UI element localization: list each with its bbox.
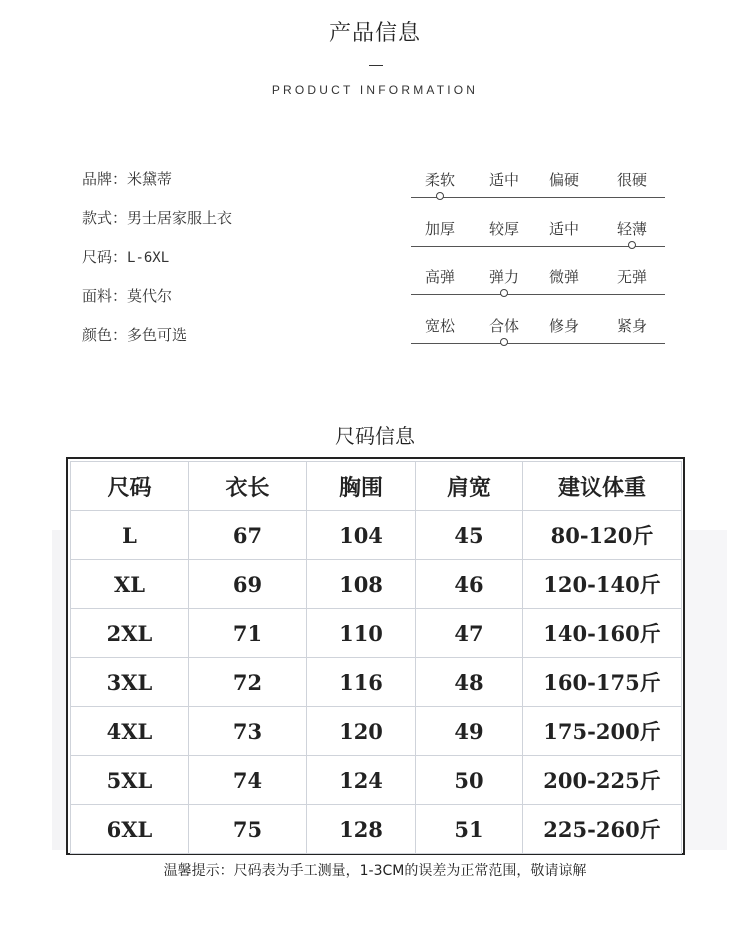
cell-shoulder: 50 xyxy=(416,756,523,805)
scale-thickness xyxy=(411,213,665,262)
cell-chest: 124 xyxy=(307,756,416,805)
scale-indicator xyxy=(500,338,508,346)
cell-chest: 116 xyxy=(307,658,416,707)
scale-line xyxy=(411,197,665,198)
scale-indicator xyxy=(628,241,636,249)
header-length: 衣长 xyxy=(189,462,307,511)
cell-weight: 225-260斤 xyxy=(523,805,682,854)
table-row xyxy=(71,707,682,756)
table-row xyxy=(71,560,682,609)
scale-option: 宽松 xyxy=(425,316,456,335)
scale-option: 弹力 xyxy=(489,268,520,286)
table-header-row xyxy=(71,462,682,511)
info-label: 款式： xyxy=(82,209,128,227)
cell-weight: 200-225斤 xyxy=(523,756,682,805)
scale-option: 加厚 xyxy=(425,219,456,238)
cell-shoulder: 48 xyxy=(416,658,523,707)
cell-length: 73 xyxy=(189,707,307,756)
header-weight: 建议体重 xyxy=(523,462,682,511)
header-size: 尺码 xyxy=(71,462,189,511)
scale-option: 高弹 xyxy=(425,268,456,286)
table-row xyxy=(71,756,682,805)
cell-length: 72 xyxy=(189,658,307,707)
cell-length: 67 xyxy=(189,511,307,560)
cell-weight: 120-140斤 xyxy=(523,560,682,609)
scale-option: 很硬 xyxy=(617,171,648,189)
info-label: 品牌： xyxy=(82,170,128,188)
info-value: 多色可选 xyxy=(127,326,188,344)
size-table xyxy=(70,461,682,854)
header-shoulder: 肩宽 xyxy=(416,462,523,511)
cell-shoulder: 47 xyxy=(416,609,523,658)
cell-length: 75 xyxy=(189,805,307,854)
cell-chest: 108 xyxy=(307,560,416,609)
header-chest: 胸围 xyxy=(307,462,416,511)
scale-line xyxy=(411,343,665,344)
table-row xyxy=(71,609,682,658)
info-value: 米黛蒂 xyxy=(127,170,173,188)
scale-option: 柔软 xyxy=(425,171,456,189)
info-label: 颜色： xyxy=(82,326,128,344)
info-label: 尺码： xyxy=(82,248,128,266)
cell-chest: 128 xyxy=(307,805,416,854)
cell-shoulder: 51 xyxy=(416,805,523,854)
scale-elasticity xyxy=(411,261,665,310)
scale-option: 较厚 xyxy=(489,219,520,238)
cell-size: XL xyxy=(71,560,189,609)
cell-size: 5XL xyxy=(71,756,189,805)
scale-option: 适中 xyxy=(489,171,520,189)
cell-weight: 175-200斤 xyxy=(523,707,682,756)
scale-softness xyxy=(411,164,665,213)
cell-weight: 160-175斤 xyxy=(523,658,682,707)
table-row xyxy=(71,658,682,707)
table-row xyxy=(71,805,682,854)
cell-shoulder: 46 xyxy=(416,560,523,609)
cell-chest: 110 xyxy=(307,609,416,658)
cell-size: 6XL xyxy=(71,805,189,854)
scale-option: 修身 xyxy=(549,316,580,335)
cell-chest: 120 xyxy=(307,707,416,756)
page-subtitle: PRODUCT INFORMATION xyxy=(271,83,479,97)
cell-length: 74 xyxy=(189,756,307,805)
cell-size: 2XL xyxy=(71,609,189,658)
cell-shoulder: 49 xyxy=(416,707,523,756)
cell-chest: 104 xyxy=(307,511,416,560)
scale-line xyxy=(411,246,665,247)
scale-option: 无弹 xyxy=(617,268,648,286)
cell-shoulder: 45 xyxy=(416,511,523,560)
product-info-list xyxy=(82,168,232,363)
cell-size: 4XL xyxy=(71,707,189,756)
scale-line xyxy=(411,294,665,295)
scale-option: 轻薄 xyxy=(617,219,648,238)
info-label: 面料： xyxy=(82,287,128,305)
info-color xyxy=(82,324,232,363)
cell-length: 71 xyxy=(189,609,307,658)
scale-option: 紧身 xyxy=(617,316,648,335)
scale-fit xyxy=(411,310,665,359)
scale-indicator xyxy=(500,289,508,297)
info-brand xyxy=(82,168,232,207)
scale-option: 适中 xyxy=(549,219,580,238)
page-title: 产品信息 xyxy=(328,21,421,46)
scale-option: 合体 xyxy=(489,316,520,335)
scale-indicator xyxy=(436,192,444,200)
info-value: L-6XL xyxy=(127,250,170,266)
title-divider xyxy=(369,65,383,66)
scale-option: 偏硬 xyxy=(549,171,580,189)
info-fabric xyxy=(82,285,232,324)
info-value: 男士居家服上衣 xyxy=(127,209,233,227)
scale-option: 微弹 xyxy=(549,268,580,286)
attribute-scales xyxy=(411,164,665,358)
cell-size: L xyxy=(71,511,189,560)
info-style xyxy=(82,207,232,246)
cell-weight: 140-160斤 xyxy=(523,609,682,658)
background-shade xyxy=(52,530,66,850)
size-table-frame xyxy=(66,457,685,855)
cell-weight: 80-120斤 xyxy=(523,511,682,560)
info-value: 莫代尔 xyxy=(127,287,173,305)
size-section-title: 尺码信息 xyxy=(335,424,415,448)
info-size xyxy=(82,246,232,285)
cell-size: 3XL xyxy=(71,658,189,707)
table-row xyxy=(71,511,682,560)
cell-length: 69 xyxy=(189,560,307,609)
background-shade xyxy=(685,530,727,850)
size-note: 温馨提示：尺码表为手工测量，1-3CM的误差为正常范围，敬请谅解 xyxy=(163,863,587,879)
